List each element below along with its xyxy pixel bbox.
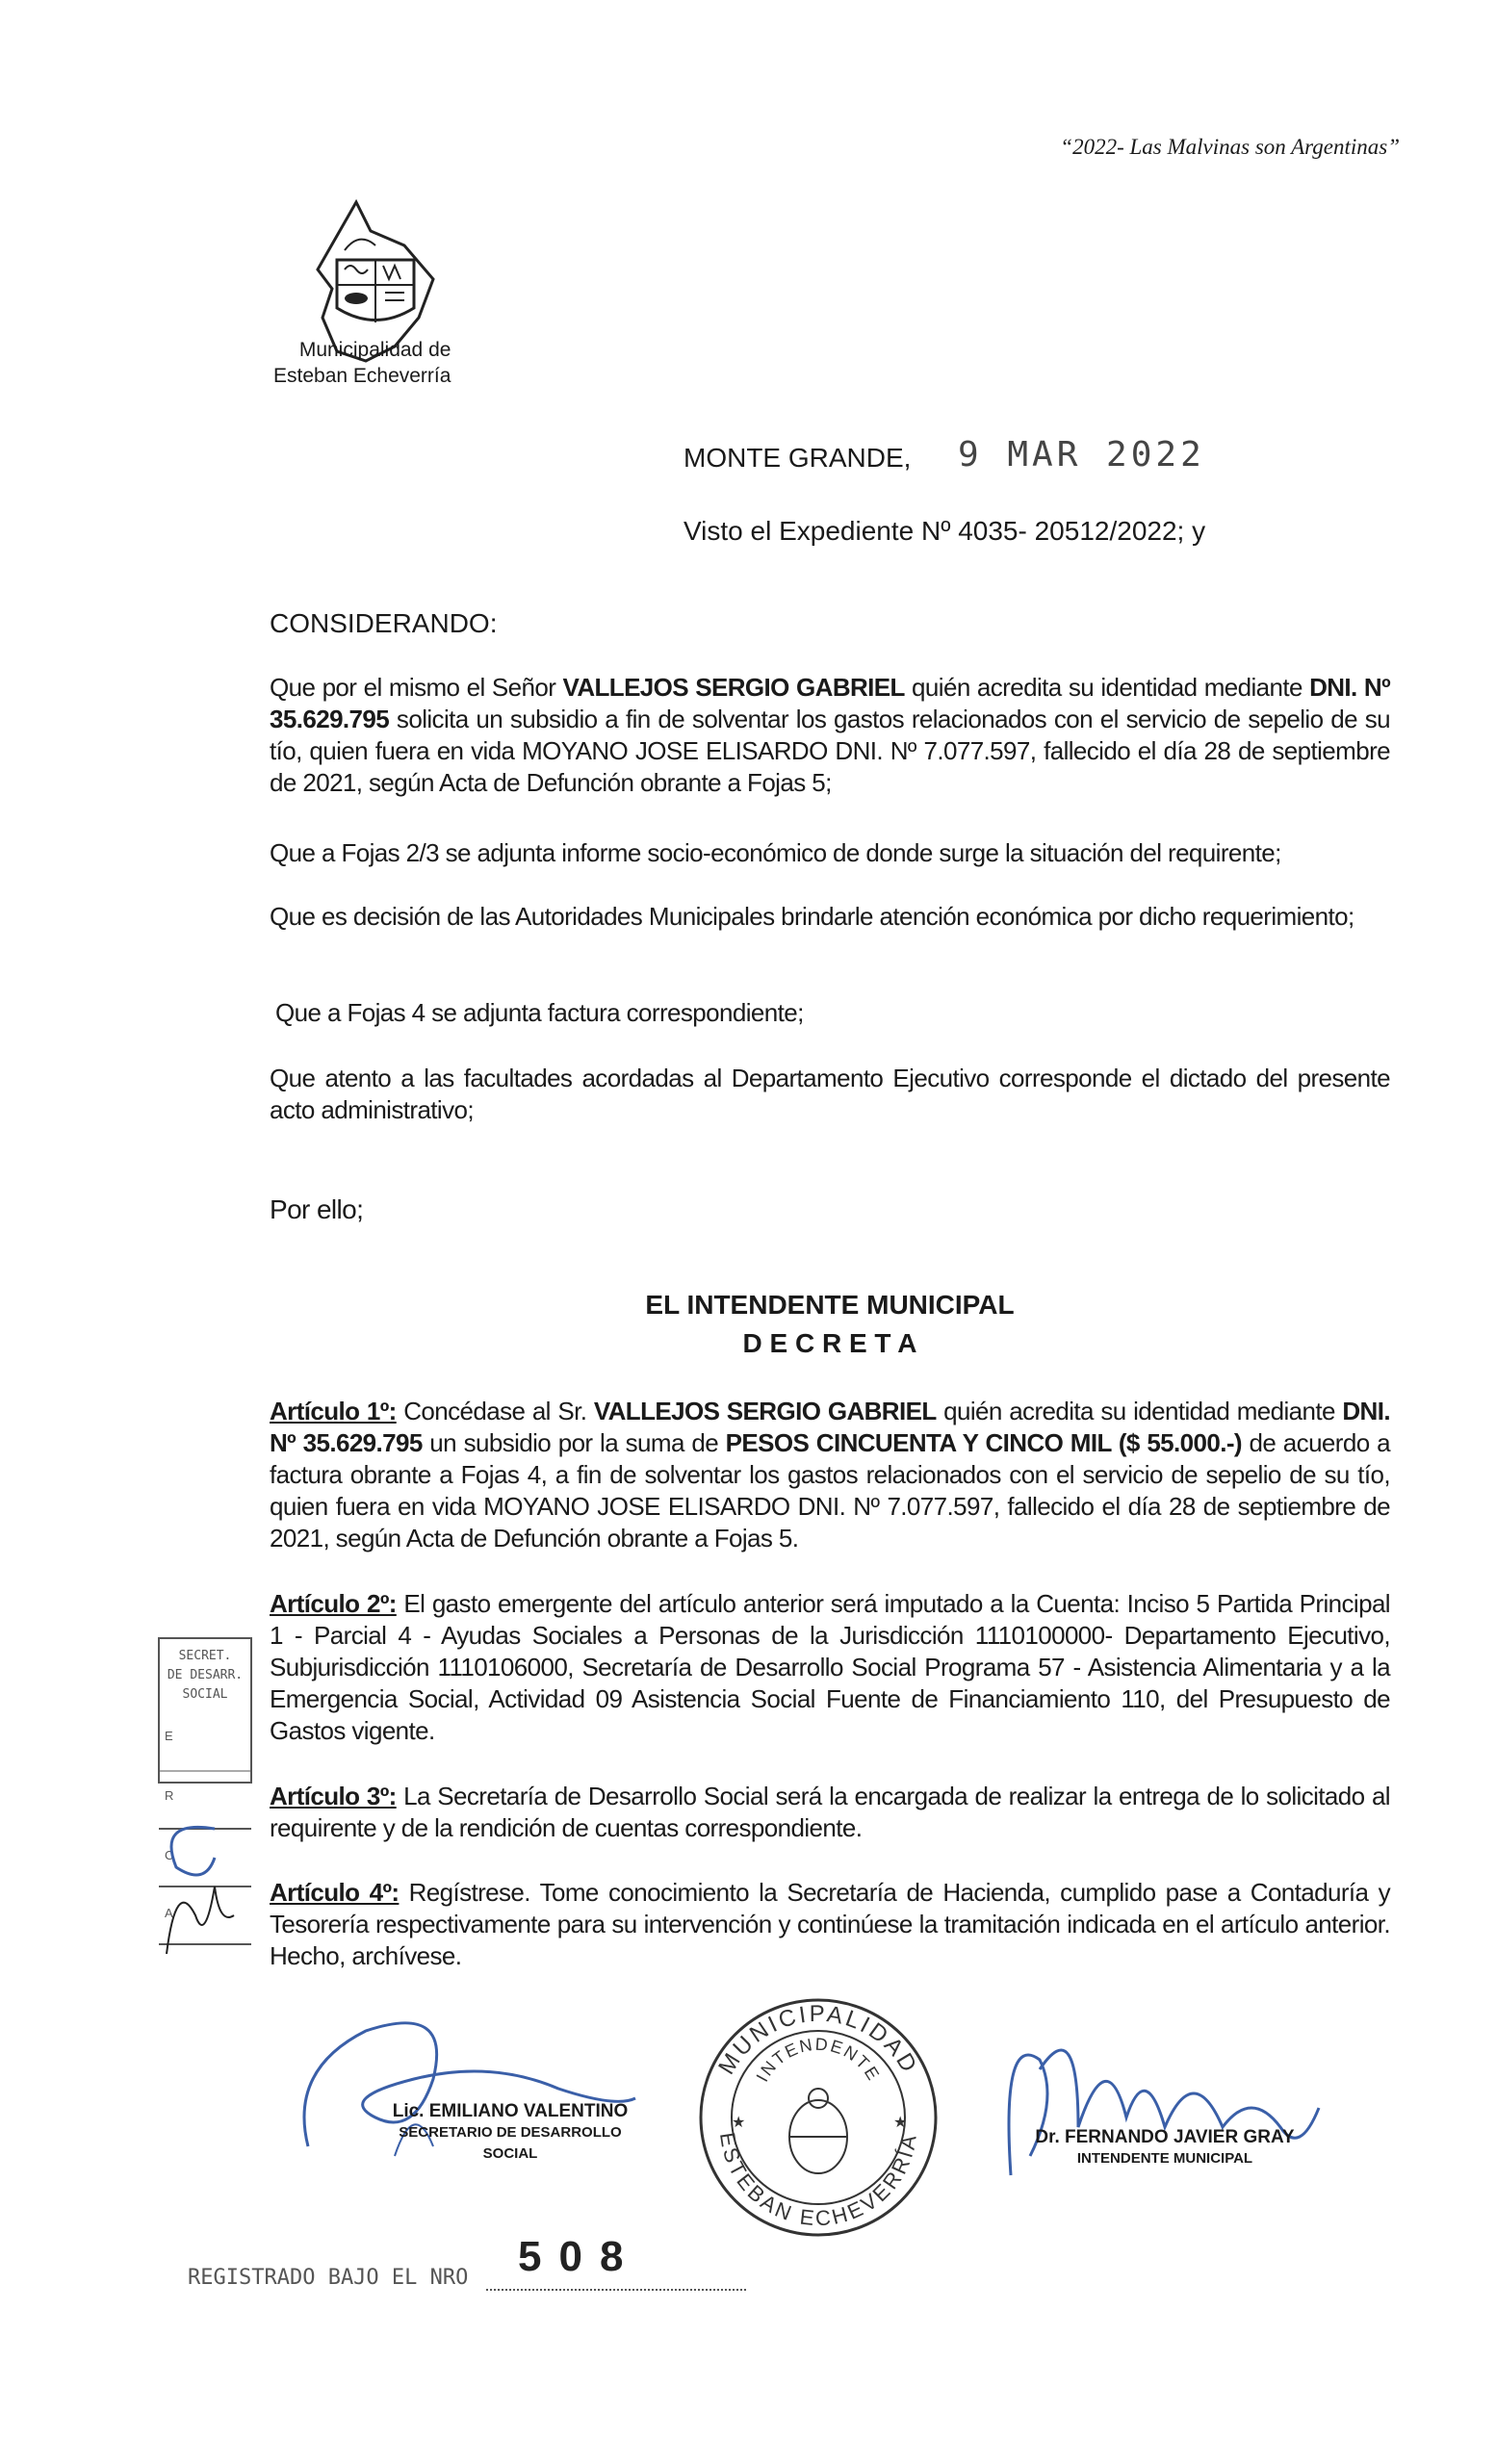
seal-inner-text: INTENDENTE (752, 2034, 885, 2086)
right-signer-title: INTENDENTE MUNICIPAL (1076, 2150, 1253, 2167)
stamp-line1: SECRET. (178, 1649, 232, 1663)
left-signer-title-1: SECRETARIO DE DESARROLLO (399, 2124, 622, 2141)
svg-text:★: ★ (893, 2115, 908, 2131)
stamp-row-e: E (165, 1729, 173, 1743)
considerando-paragraph-1 (270, 672, 1390, 799)
stamp-line3: SOCIAL (182, 1687, 228, 1702)
article-4 (270, 1877, 1390, 1972)
svg-text:★: ★ (732, 2115, 746, 2131)
svg-text:INTENDENTE (753, 2035, 884, 2086)
stamp-line2: DE DESARR. (167, 1668, 244, 1682)
left-signer-name: Lic. EMILIANO VALENTINO (392, 2101, 629, 2121)
stamp-row-c: C (165, 1848, 174, 1862)
registry-underline (486, 2289, 746, 2291)
a1-text-a: Concédase al Sr. (396, 1397, 594, 1425)
considerando-paragraph-4: Que a Fojas 4 se adjunta factura correspondiente; (275, 998, 804, 1027)
a2-text: El gasto emergente del artículo anterior será imputado a la Cuenta: Inciso 5 Partida Principal 1 - Parcial 4 - Ayudas Sociales a Personas de la Jurisdicción 1110100000- Departamento Ejecutivo, Subjurisdicción 1110106000, Secretaría de Desarrollo Social Programa 57 - Asistencia Alimentaria y a la Emergencia Social, Actividad 09 Asistencia Social Fuente de Financiamiento 110, del Presupuesto de Gastos vigente. (270, 1589, 1390, 1745)
p1-text-c: solicita un subsidio a fin de solventar los gastos relacionados con el servicio de sepelio de su tío, quien fuera en vida MOYANO JOSE ELISARDO DNI. Nº 7.077.597, fallecido el día 28 de septiembre de 2021, según Acta de Defunción obrante a Fojas 5; (270, 705, 1390, 797)
municipality-line2: Esteban Echeverría (273, 365, 451, 387)
municipality-line1: Municipalidad de (298, 339, 451, 361)
p1-text-b: quién acredita su identidad mediante (904, 673, 1310, 702)
a4-text: Regístrese. Tome conocimiento la Secretaría de Hacienda, cumplido pase a Contaduría y Tesorería respectivamente para su intervención y continúese la tramitación indicada en el artículo anterior. Hecho, archívese. (270, 1878, 1390, 1970)
p1-text-a: Que por el mismo el Señor (270, 673, 563, 702)
registry-label: REGISTRADO BAJO EL NRO (188, 2266, 469, 2290)
a3-text: La Secretaría de Desarrollo Social será la encargada de realizar la entrega de lo solicitado al requirente y de la rendición de cuentas correspondiente. (270, 1782, 1390, 1842)
motto: “2022- Las Malvinas son Argentinas” (1060, 135, 1400, 159)
por-ello: Por ello; (270, 1194, 364, 1224)
a1-name: VALLEJOS SERGIO GABRIEL (593, 1397, 937, 1425)
svg-text:ESTEBAN ECHEVERRÍA (715, 2131, 921, 2231)
stamp-row-r: R (165, 1788, 174, 1803)
article-2-label: Artículo 2º: (270, 1589, 397, 1618)
left-signer-title-2: SOCIAL (482, 2145, 538, 2162)
considerando-paragraph-5: Que atento a las facultades acordadas al Departamento Ejecutivo corresponde el dictado del presente acto administrativo; (270, 1064, 1390, 1124)
article-1-label: Artículo 1º: (270, 1397, 397, 1425)
seal-top-text: MUNICIPALIDAD (713, 2000, 923, 2080)
date-stamp: 9 MAR 2022 (958, 435, 1205, 475)
considerando-paragraph-3: Que es decisión de las Autoridades Municipales brindarle atención económica por dicho requerimiento; (270, 902, 1354, 931)
right-signature-block (1011, 2127, 1319, 2169)
p1-name: VALLEJOS SERGIO GABRIEL (562, 673, 905, 702)
decree-title-1: EL INTENDENTE MUNICIPAL (645, 1290, 1015, 1320)
a1-amount: PESOS CINCUENTA Y CINCO MIL ($ 55.000.-) (725, 1428, 1242, 1457)
date-place: MONTE GRANDE, (684, 443, 912, 473)
article-3-label: Artículo 3º: (270, 1782, 397, 1810)
registry-number: 508 (518, 2233, 641, 2280)
a1-text-b: quién acredita su identidad mediante (936, 1397, 1343, 1425)
decree-title-2: D E C R E T A (742, 1328, 917, 1358)
considerando-paragraph-2: Que a Fojas 2/3 se adjunta informe socio-económico de donde surge la situación del requirente; (270, 838, 1281, 867)
a1-text-c: un subsidio por la suma de (422, 1428, 726, 1457)
visto-line: Visto el Expediente Nº 4035- 20512/2022; y (684, 516, 1206, 546)
article-3 (270, 1781, 1390, 1844)
a1-text-d: de acuerdo a factura obrante a Fojas 4, a fin de solventar los gastos relacionados con el servicio de sepelio de su tío, quien fuera en vida MOYANO JOSE ELISARDO DNI. Nº 7.077.597, fallecido el día 28 de septiembre de 2021, según Acta de Defunción obrante a Fojas 5. (270, 1428, 1390, 1553)
stamp-row-a: A (165, 1906, 173, 1920)
municipal-seal (693, 1992, 943, 2243)
p1-dni: DNI. Nº 35.629.795 (270, 673, 1390, 733)
a1-dni: DNI. Nº 35.629.795 (270, 1397, 1390, 1457)
municipality-name (273, 337, 451, 389)
left-signature-block (366, 2101, 655, 2165)
article-1 (270, 1396, 1390, 1554)
seal-bottom-text: ESTEBAN ECHEVERRÍA (714, 2130, 922, 2231)
side-registration-stamp (157, 1636, 253, 1973)
considerando-title: CONSIDERANDO: (270, 608, 498, 638)
right-signer-name: Dr. FERNANDO JAVIER GRAY (1035, 2127, 1295, 2147)
article-4-label: Artículo 4º: (270, 1878, 400, 1907)
article-2 (270, 1588, 1390, 1747)
